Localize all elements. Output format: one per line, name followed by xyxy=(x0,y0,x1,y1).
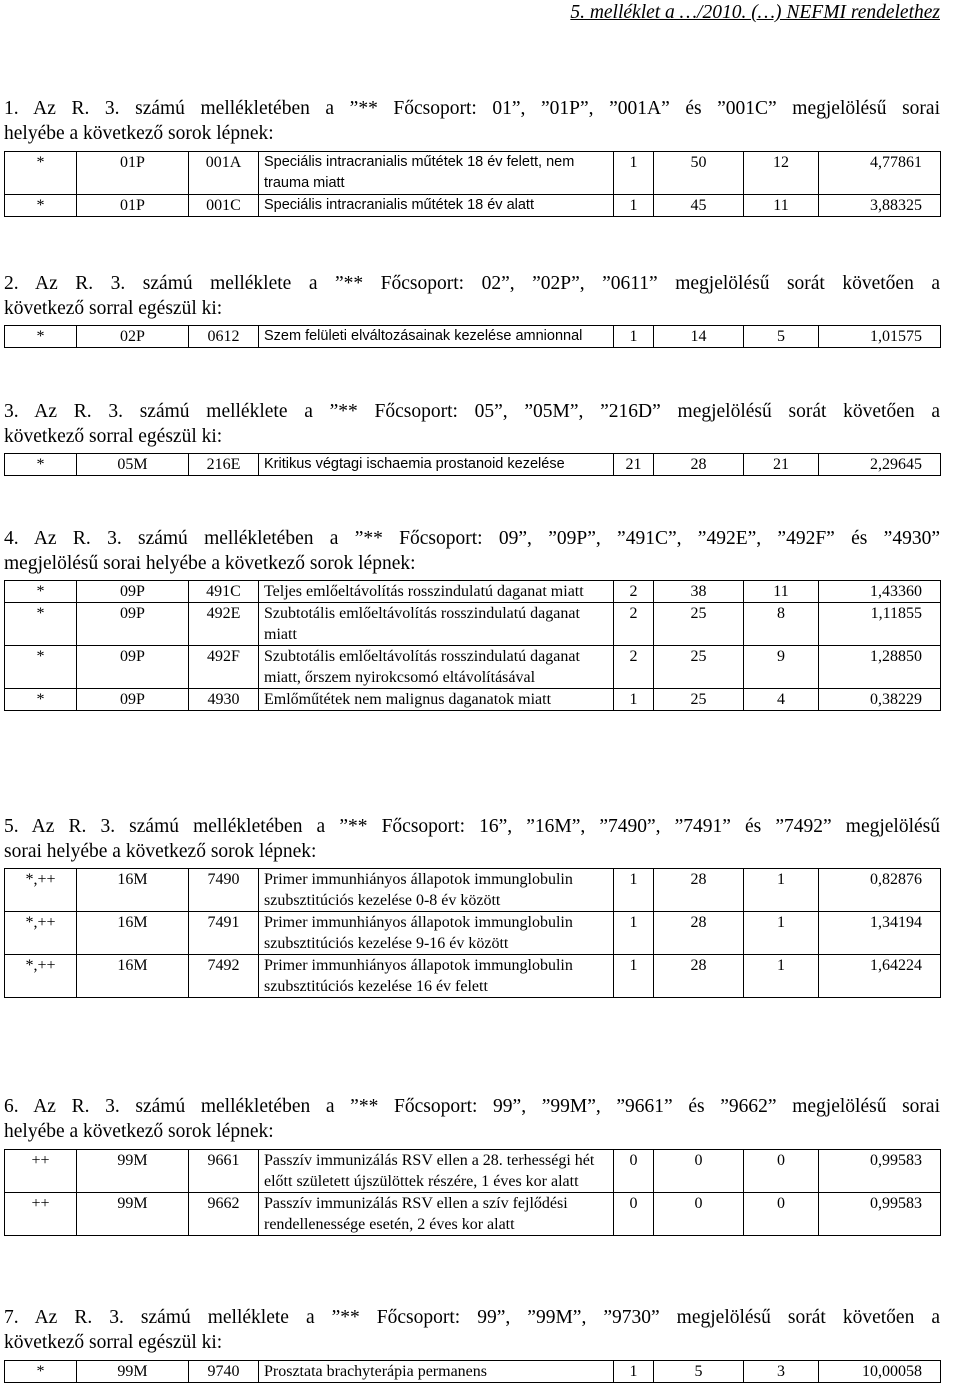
cell-v3: 1 xyxy=(744,869,819,912)
cell-description: Speciális intracranialis műtétek 18 év alatt xyxy=(259,195,614,217)
section-6-table xyxy=(4,1149,941,1236)
cell-id: 9662 xyxy=(189,1193,259,1236)
cell-description: Szubtotális emlőeltávolítás rosszindulatú daganat miatt xyxy=(259,603,614,646)
cell-code: 09P xyxy=(77,581,189,603)
cell-code: 01P xyxy=(77,195,189,217)
cell-id: 9661 xyxy=(189,1150,259,1193)
cell-mark: * xyxy=(5,1361,77,1383)
cell-code: 09P xyxy=(77,646,189,689)
cell-v3: 1 xyxy=(744,955,819,998)
section-2-text xyxy=(4,272,940,321)
cell-code: 09P xyxy=(77,689,189,711)
table-row xyxy=(5,646,941,689)
table-row xyxy=(5,603,941,646)
cell-id: 001A xyxy=(189,152,259,195)
cell-id: 491C xyxy=(189,581,259,603)
cell-v1: 1 xyxy=(614,152,654,195)
cell-description: Teljes emlőeltávolítás rosszindulatú daganat miatt xyxy=(259,581,614,603)
cell-description: Speciális intracranialis műtétek 18 év felett, nem trauma miatt xyxy=(259,152,614,195)
section-2-line-2: következő sorral egészül ki: xyxy=(4,297,223,319)
cell-code: 99M xyxy=(77,1193,189,1236)
cell-v2: 25 xyxy=(654,646,744,689)
cell-description: Prosztata brachyterápia permanens xyxy=(259,1361,614,1383)
table-row xyxy=(5,1150,941,1193)
cell-v3: 11 xyxy=(744,581,819,603)
cell-mark: * xyxy=(5,581,77,603)
cell-v3: 1 xyxy=(744,912,819,955)
cell-description: Emlőműtétek nem malignus daganatok miatt xyxy=(259,689,614,711)
cell-mark: ++ xyxy=(5,1193,77,1236)
cell-v3: 9 xyxy=(744,646,819,689)
cell-v1: 0 xyxy=(614,1150,654,1193)
cell-v4: 10,00058 xyxy=(819,1361,941,1383)
cell-v2: 28 xyxy=(654,955,744,998)
cell-id: 0612 xyxy=(189,326,259,348)
cell-v4: 1,43360 xyxy=(819,581,941,603)
section-6-line-1: 6. Az R. 3. számú mellékletében a ”** Főcsoport: 99”, ”99M”, ”9661” és ”9662” megjelölésű sorai xyxy=(4,1096,940,1117)
section-5-text xyxy=(4,815,940,864)
cell-description: Szem felületi elváltozásainak kezelése amnionnal xyxy=(259,326,614,348)
cell-v1: 1 xyxy=(614,1361,654,1383)
section-7-line-1: 7. Az R. 3. számú melléklete a ”** Főcsoport: 99”, ”99M”, ”9730” megjelölésű sorát követően a xyxy=(4,1307,940,1328)
cell-id: 001C xyxy=(189,195,259,217)
cell-mark: * xyxy=(5,195,77,217)
cell-v4: 0,38229 xyxy=(819,689,941,711)
cell-mark: * xyxy=(5,646,77,689)
cell-v2: 28 xyxy=(654,869,744,912)
cell-description: Passzív immunizálás RSV ellen a 28. terhességi hét előtt született újszülöttek részére, 1 éves kor alatt xyxy=(259,1150,614,1193)
cell-v2: 28 xyxy=(654,912,744,955)
section-6-line-2: helyébe a következő sorok lépnek: xyxy=(4,1120,274,1142)
cell-v2: 38 xyxy=(654,581,744,603)
cell-id: 216E xyxy=(189,454,259,476)
cell-v4: 3,88325 xyxy=(819,195,941,217)
document-header: 5. melléklet a …/2010. (…) NEFMI rendelethez xyxy=(570,2,940,23)
table-row xyxy=(5,326,941,348)
table-row xyxy=(5,955,941,998)
section-6-text xyxy=(4,1095,940,1144)
cell-mark: * xyxy=(5,152,77,195)
section-3-text xyxy=(4,400,940,449)
cell-v1: 21 xyxy=(614,454,654,476)
cell-id: 4930 xyxy=(189,689,259,711)
cell-description: Primer immunhiányos állapotok immunglobulin szubsztitúciós kezelése 16 év felett xyxy=(259,955,614,998)
table-row xyxy=(5,1193,941,1236)
cell-v1: 1 xyxy=(614,912,654,955)
cell-v2: 14 xyxy=(654,326,744,348)
cell-code: 99M xyxy=(77,1150,189,1193)
cell-v4: 1,01575 xyxy=(819,326,941,348)
section-4-line-2: megjelölésű sorai helyébe a következő sorok lépnek: xyxy=(4,552,416,574)
table-row xyxy=(5,195,941,217)
cell-mark: ++ xyxy=(5,1150,77,1193)
cell-code: 05M xyxy=(77,454,189,476)
section-2-line-1: 2. Az R. 3. számú melléklete a ”** Főcsoport: 02”, ”02P”, ”0611” megjelölésű sorát követően a xyxy=(4,273,940,294)
cell-description: Primer immunhiányos állapotok immunglobulin szubsztitúciós kezelése 9-16 év között xyxy=(259,912,614,955)
cell-v4: 0,82876 xyxy=(819,869,941,912)
cell-v4: 1,11855 xyxy=(819,603,941,646)
cell-v4: 2,29645 xyxy=(819,454,941,476)
cell-v2: 25 xyxy=(654,689,744,711)
cell-v4: 0,99583 xyxy=(819,1193,941,1236)
table-row xyxy=(5,869,941,912)
table-row xyxy=(5,689,941,711)
cell-v2: 28 xyxy=(654,454,744,476)
cell-v1: 2 xyxy=(614,581,654,603)
cell-mark: *,++ xyxy=(5,912,77,955)
section-3-line-1: 3. Az R. 3. számú melléklete a ”** Főcsoport: 05”, ”05M”, ”216D” megjelölésű sorát követően a xyxy=(4,401,940,422)
cell-code: 16M xyxy=(77,912,189,955)
cell-id: 492F xyxy=(189,646,259,689)
section-1-line-1: 1. Az R. 3. számú mellékletében a ”** Főcsoport: 01”, ”01P”, ”001A” és ”001C” megjelölésű sorai xyxy=(4,98,940,119)
cell-code: 01P xyxy=(77,152,189,195)
cell-v4: 1,28850 xyxy=(819,646,941,689)
cell-id: 492E xyxy=(189,603,259,646)
cell-v2: 5 xyxy=(654,1361,744,1383)
section-5-line-1: 5. Az R. 3. számú mellékletében a ”** Főcsoport: 16”, ”16M”, ”7490”, ”7491” és ”7492” megjelölésű xyxy=(4,816,940,837)
cell-v1: 1 xyxy=(614,195,654,217)
cell-v3: 12 xyxy=(744,152,819,195)
cell-v1: 1 xyxy=(614,326,654,348)
cell-code: 02P xyxy=(77,326,189,348)
cell-v4: 0,99583 xyxy=(819,1150,941,1193)
cell-code: 09P xyxy=(77,603,189,646)
section-7-line-2: következő sorral egészül ki: xyxy=(4,1331,223,1353)
table-row xyxy=(5,454,941,476)
cell-description: Primer immunhiányos állapotok immunglobulin szubsztitúciós kezelése 0-8 év között xyxy=(259,869,614,912)
cell-v2: 25 xyxy=(654,603,744,646)
cell-mark: * xyxy=(5,454,77,476)
section-3-table xyxy=(4,453,941,476)
section-1-text xyxy=(4,97,940,146)
cell-mark: * xyxy=(5,603,77,646)
cell-id: 7490 xyxy=(189,869,259,912)
cell-v3: 4 xyxy=(744,689,819,711)
cell-v3: 8 xyxy=(744,603,819,646)
section-4-line-1: 4. Az R. 3. számú mellékletében a ”** Főcsoport: 09”, ”09P”, ”491C”, ”492E”, ”492F” és ”4930” xyxy=(4,528,940,549)
cell-v1: 0 xyxy=(614,1193,654,1236)
cell-code: 16M xyxy=(77,955,189,998)
cell-v4: 4,77861 xyxy=(819,152,941,195)
cell-v3: 0 xyxy=(744,1150,819,1193)
section-1-line-2: helyébe a következő sorok lépnek: xyxy=(4,122,274,144)
cell-v2: 45 xyxy=(654,195,744,217)
cell-v3: 11 xyxy=(744,195,819,217)
cell-code: 99M xyxy=(77,1361,189,1383)
section-7-table xyxy=(4,1360,941,1383)
cell-id: 7492 xyxy=(189,955,259,998)
section-7-text xyxy=(4,1306,940,1355)
cell-v4: 1,34194 xyxy=(819,912,941,955)
table-row xyxy=(5,912,941,955)
cell-mark: *,++ xyxy=(5,869,77,912)
cell-v1: 2 xyxy=(614,646,654,689)
cell-description: Szubtotális emlőeltávolítás rosszindulatú daganat miatt, őrszem nyirokcsomó eltávolításával xyxy=(259,646,614,689)
cell-v2: 50 xyxy=(654,152,744,195)
cell-id: 9740 xyxy=(189,1361,259,1383)
cell-code: 16M xyxy=(77,869,189,912)
cell-v3: 3 xyxy=(744,1361,819,1383)
cell-v2: 0 xyxy=(654,1150,744,1193)
section-4-text xyxy=(4,527,940,576)
cell-v3: 21 xyxy=(744,454,819,476)
section-4-table xyxy=(4,580,941,711)
cell-v4: 1,64224 xyxy=(819,955,941,998)
section-5-line-2: sorai helyébe a következő sorok lépnek: xyxy=(4,840,317,862)
cell-id: 7491 xyxy=(189,912,259,955)
table-row xyxy=(5,152,941,195)
cell-v1: 2 xyxy=(614,603,654,646)
cell-mark: *,++ xyxy=(5,955,77,998)
section-1-table xyxy=(4,151,941,217)
table-row xyxy=(5,581,941,603)
cell-mark: * xyxy=(5,689,77,711)
cell-v1: 1 xyxy=(614,869,654,912)
table-row xyxy=(5,1361,941,1383)
cell-v3: 0 xyxy=(744,1193,819,1236)
section-3-line-2: következő sorral egészül ki: xyxy=(4,425,223,447)
cell-mark: * xyxy=(5,326,77,348)
cell-v1: 1 xyxy=(614,689,654,711)
section-2-table xyxy=(4,325,941,348)
cell-description: Passzív immunizálás RSV ellen a szív fejlődési rendellenessége esetén, 2 éves kor alatt xyxy=(259,1193,614,1236)
cell-v3: 5 xyxy=(744,326,819,348)
cell-description: Kritikus végtagi ischaemia prostanoid kezelése xyxy=(259,454,614,476)
cell-v2: 0 xyxy=(654,1193,744,1236)
section-5-table xyxy=(4,868,941,998)
cell-v1: 1 xyxy=(614,955,654,998)
